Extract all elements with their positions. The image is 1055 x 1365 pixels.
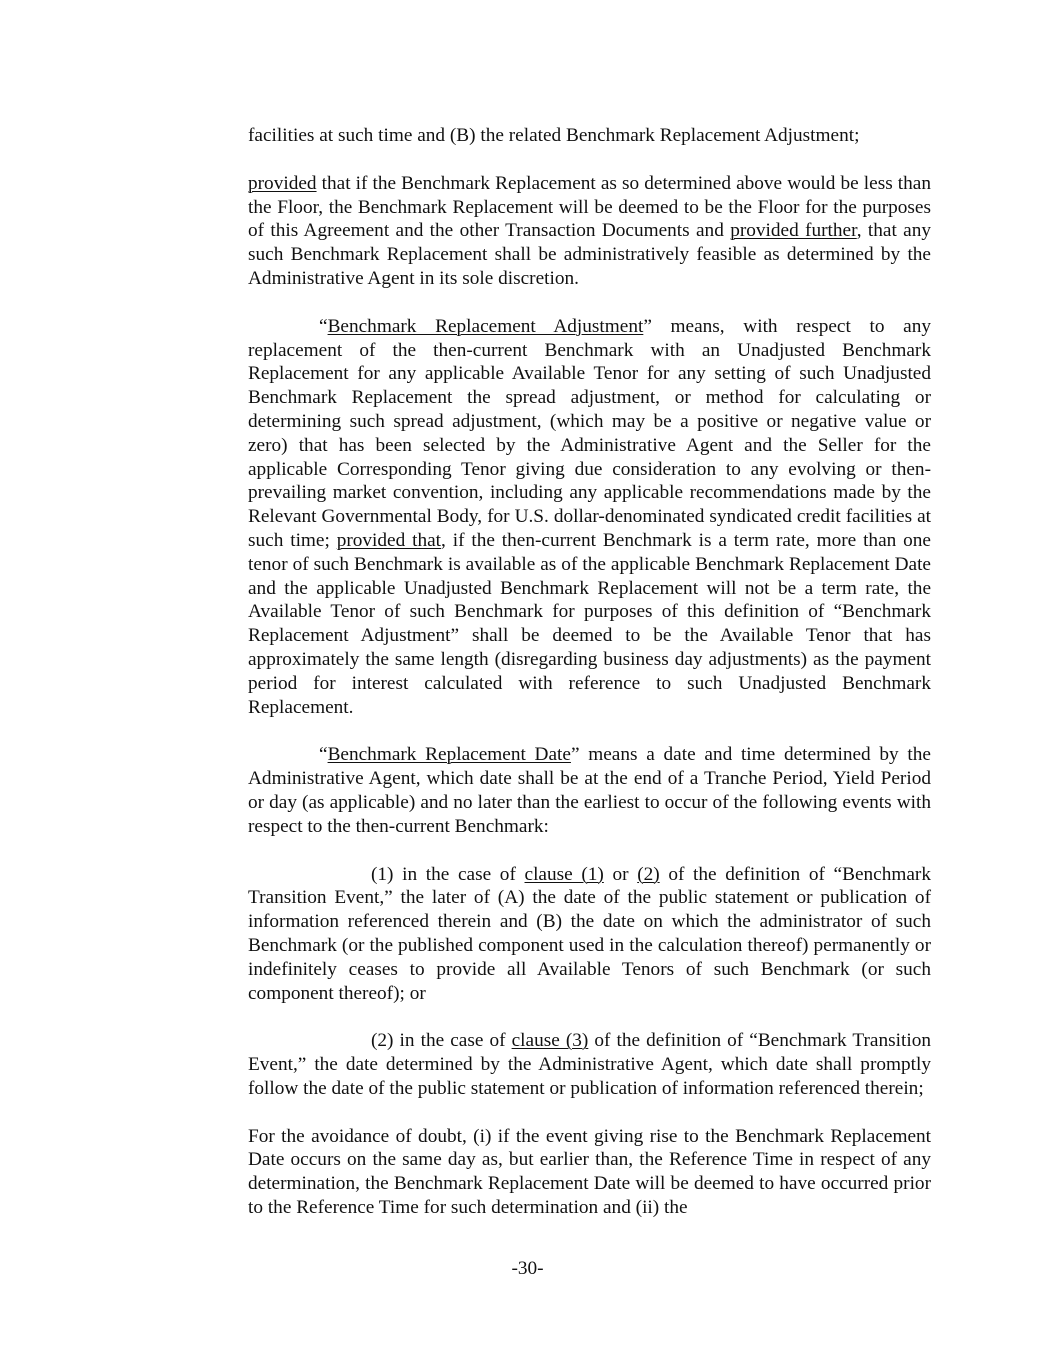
text-segment: “ bbox=[319, 315, 328, 337]
text-segment: ” means a date and time determined by the Administrative Agent, which date shall be at the end of a Tranche Period, Yield Period or day (as applicable) and no later than the earliest to occur of the following events with respect to the then-current Benchmark: bbox=[248, 744, 931, 837]
underlined-term: Benchmark Replacement Adjustment bbox=[327, 315, 644, 337]
underlined-term: provided that bbox=[336, 529, 442, 551]
text-segment: of the definition of “Benchmark Transition Event,” the date determined by the Administrative Agent, which date shall promptly follow the date of the public statement or publication of information referenced therein; bbox=[248, 1030, 931, 1099]
underlined-term: provided bbox=[248, 172, 317, 194]
page-number: -30- bbox=[511, 1258, 544, 1279]
paragraph-2 bbox=[248, 172, 931, 291]
paragraph-benchmark-replacement-date bbox=[248, 743, 931, 838]
paragraph-clause-2 bbox=[248, 1029, 931, 1100]
document-body bbox=[248, 124, 931, 1244]
text-segment: For the avoidance of doubt, (i) if the event giving rise to the Benchmark Replacement Date occurs on the same day as, but earlier than, the Reference Time in respect of any determination, the Benchmark Replacement Date will be deemed to have occurred prior to the Reference Time for such determination and (ii) the bbox=[248, 1125, 931, 1219]
paragraph-avoidance-of-doubt bbox=[248, 1125, 931, 1220]
underlined-term: Benchmark Replacement Date bbox=[327, 744, 571, 766]
text-segment: that if the Benchmark Replacement as so determined above would be less than the Floor, the Benchmark Replacement will be deemed to be the Floor for the purposes of this Agreement and the other Transaction Documents and bbox=[248, 172, 931, 242]
underlined-term: clause (1) bbox=[524, 863, 604, 885]
text-segment: of the definition of “Benchmark Transition Event,” the later of (A) the date of the public statement or publication of information referenced therein and (B) the date on which the administrator of such Benchmark (or the published component used in the calculation thereof) permanently or indefinitely ceases to provide all Available Tenors of such Benchmark (or such component thereof); or bbox=[248, 863, 931, 1004]
text-segment: “ bbox=[319, 744, 328, 766]
text-segment: facilities at such time and (B) the related Benchmark Replacement Adjustment; bbox=[248, 125, 860, 146]
paragraph-1 bbox=[248, 124, 931, 148]
text-segment: , that any such Benchmark Replacement shall be administratively feasible as determined by the Administrative Agent in its sole discretion. bbox=[248, 220, 931, 289]
text-segment: ” means, with respect to any replacement of the then-current Benchmark with an Unadjusted Benchmark Replacement for any applicable Available Tenor for any setting of such Unadjusted Benchmark Replacement the spread adjustment, or method for calculating or determining such spread adjustment, (which may be a positive or negative value or zero) that has been selected by the Administrative Agent and the Seller for the applicable Corresponding Tenor giving due consideration to any evolving or then-prevailing market convention, including any applicable recommendations made by the Relevant Governmental Body, for U.S. dollar-denominated syndicated credit facilities at such time; bbox=[248, 315, 931, 551]
underlined-term: provided further bbox=[730, 220, 857, 242]
underlined-term: clause (3) bbox=[511, 1030, 589, 1052]
text-segment: , if the then-current Benchmark is a term rate, more than one tenor of such Benchmark is available as of the applicable Benchmark Replacement Date and the applicable Unadjusted Benchmark Replacement will not be a term rate, the Available Tenor of such Benchmark for purposes of this definition of “Benchmark Replacement Adjustment” shall be deemed to be the Available Tenor that has approximately the same length (disregarding business day adjustments) as the payment period for interest calculated with reference to such Unadjusted Benchmark Replacement. bbox=[248, 529, 931, 718]
text-segment: or bbox=[603, 863, 638, 885]
text-segment: (1) in the case of bbox=[371, 863, 525, 885]
paragraph-clause-1 bbox=[248, 863, 931, 1006]
paragraph-benchmark-replacement-adjustment bbox=[248, 315, 931, 720]
underlined-term: (2) bbox=[637, 863, 660, 885]
text-segment: (2) in the case of bbox=[371, 1030, 512, 1052]
